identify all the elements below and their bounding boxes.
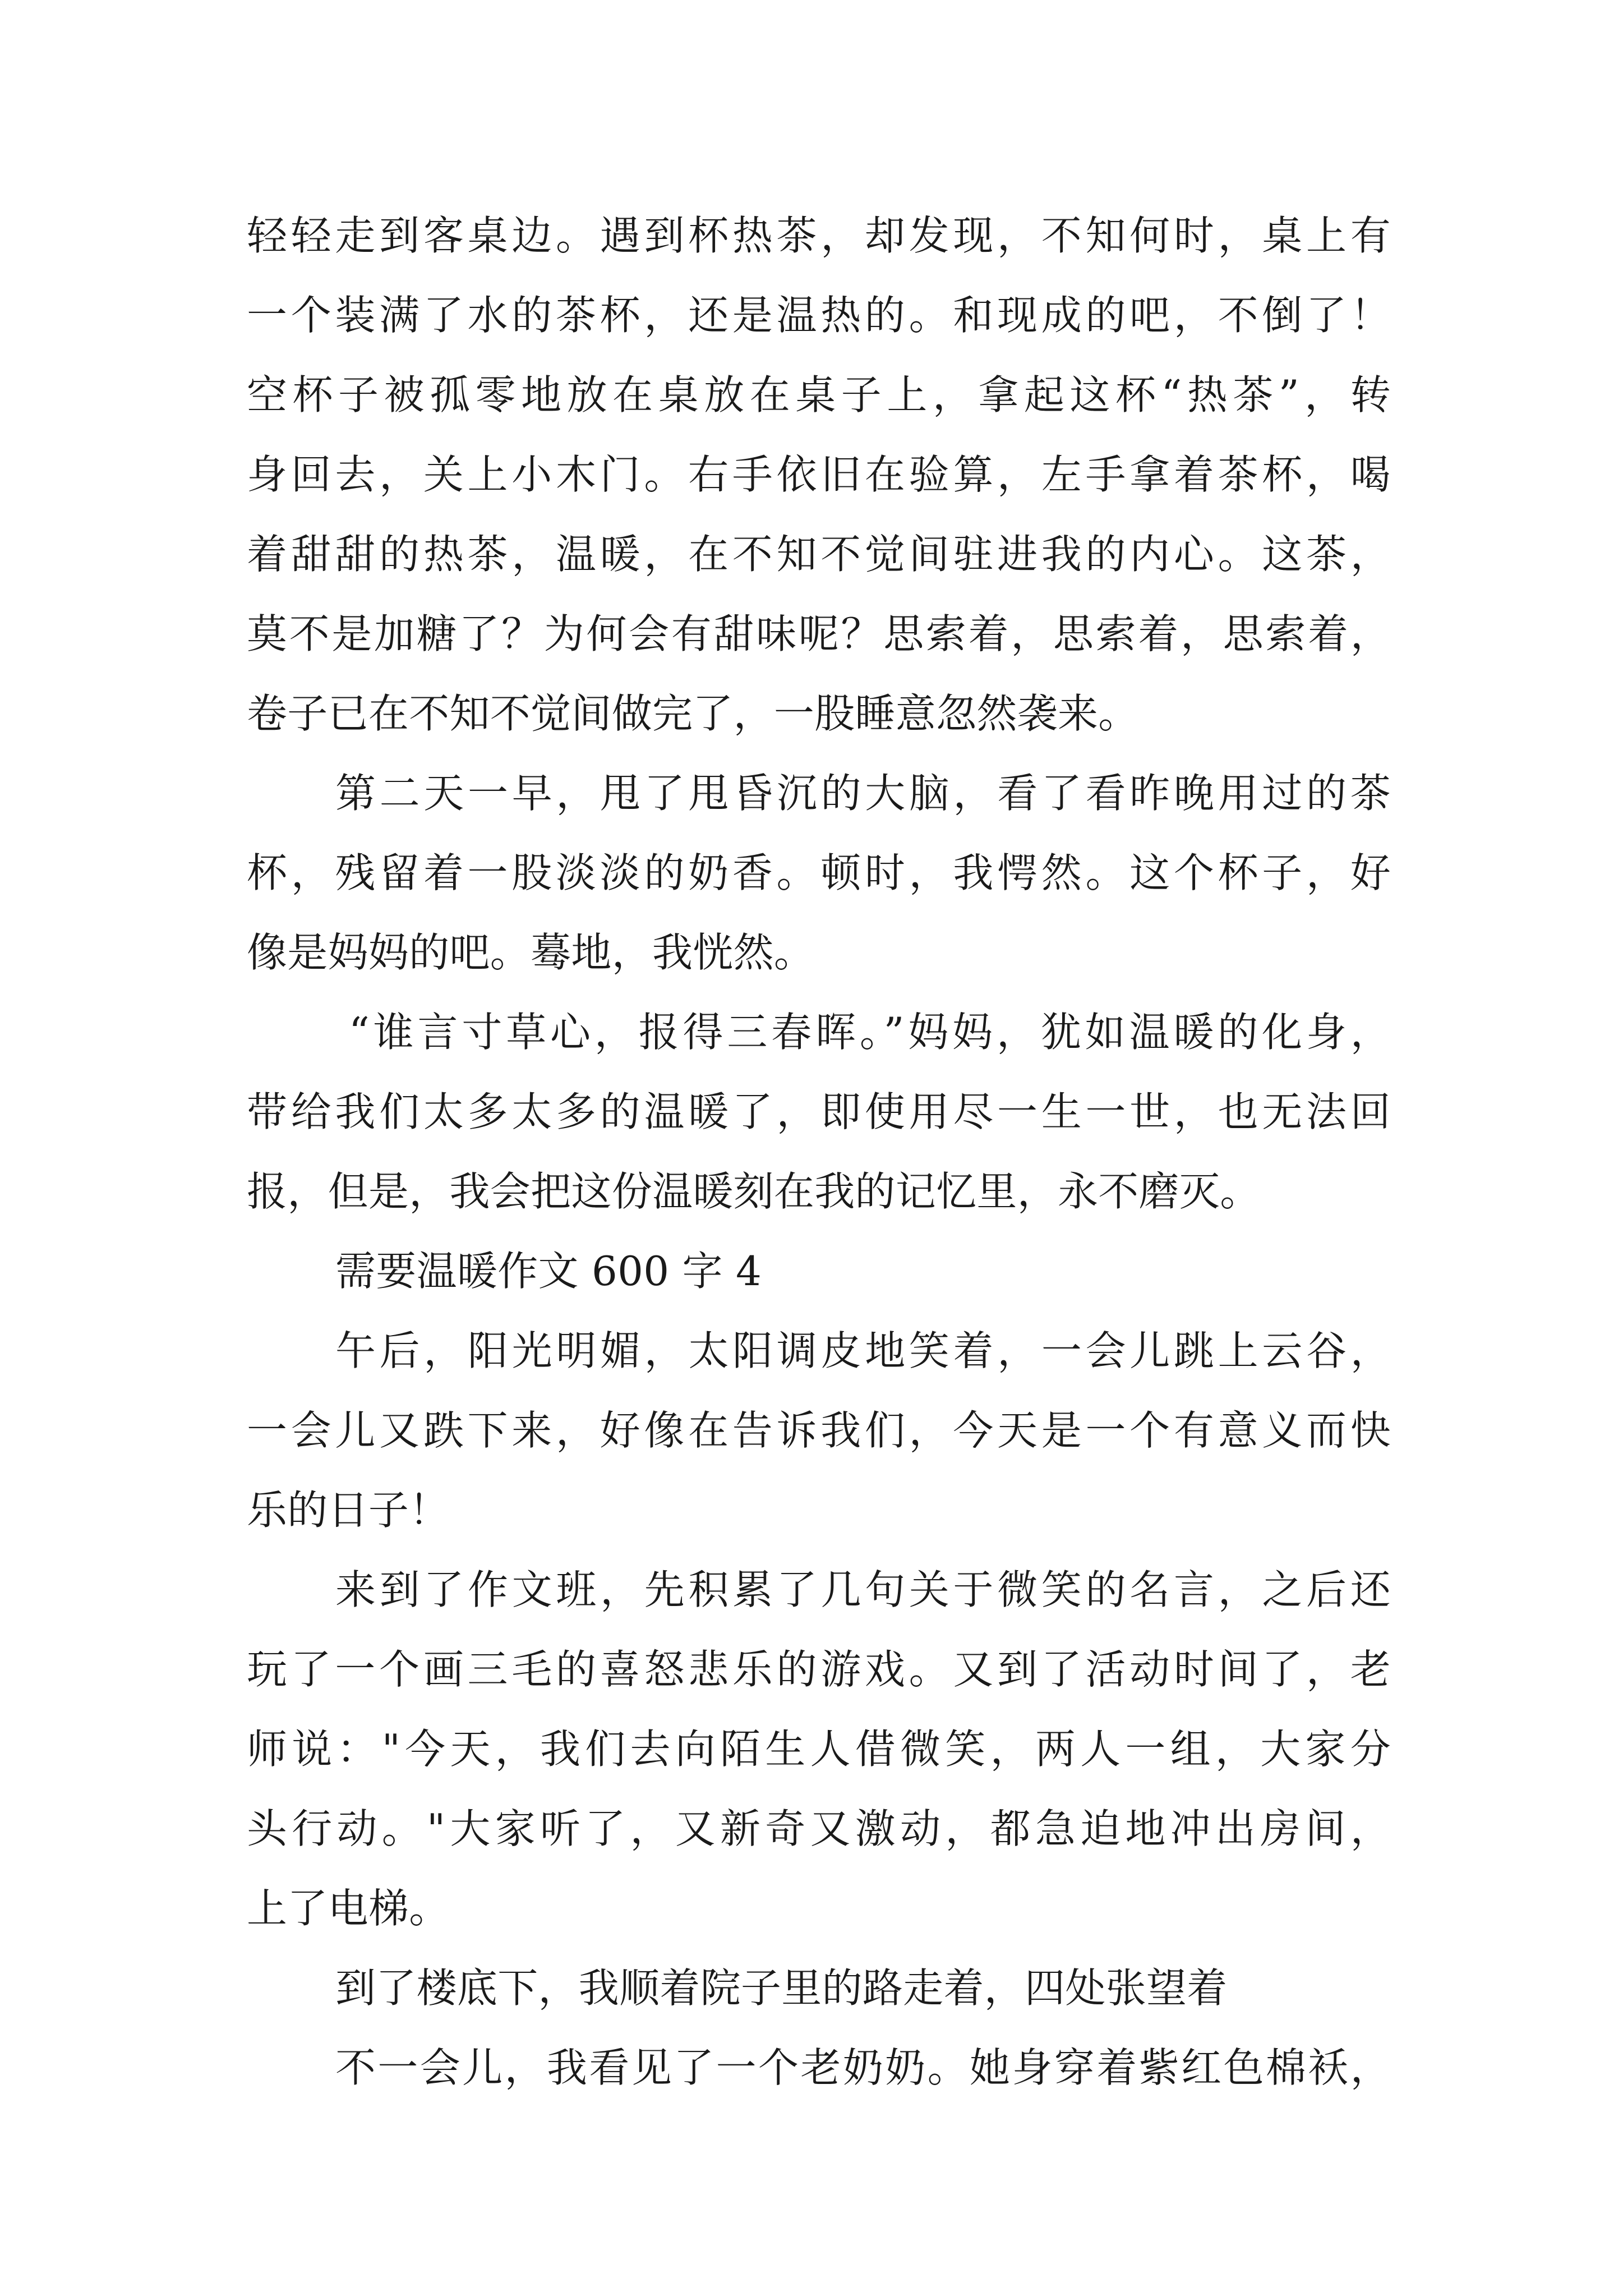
text-line: 带给我们太多太多的温暖了，即使用尽一生一世，也无法回 xyxy=(247,1088,1391,1135)
text-line: 身回去，关上小木门。右手依旧在验算，左手拿着茶杯，喝 xyxy=(247,451,1391,498)
text-line: 乐的日子！ xyxy=(247,1487,450,1534)
text-line: 杯，残留着一股淡淡的奶香。顿时，我愕然。这个杯子，好 xyxy=(247,849,1391,896)
text-line: 一会儿又跌下来，好像在告诉我们，今天是一个有意义而快 xyxy=(247,1407,1391,1454)
text-line: 像是妈妈的吧。蓦地，我恍然。 xyxy=(247,929,815,976)
text-line: 莫不是加糖了？为何会有甜味呢？思索着，思索着，思索着， xyxy=(247,610,1391,657)
text-line: 报，但是，我会把这份温暖刻在我的记忆里，永不磨灭。 xyxy=(247,1168,1261,1215)
paragraph-first-line: 第二天一早，甩了甩昏沉的大脑，看了看昨晚用过的茶 xyxy=(335,770,1391,817)
text-line: 空杯子被孤零地放在桌放在桌子上，拿起这杯“热茶”，转 xyxy=(247,371,1391,418)
paragraph-first-line: 午后，阳光明媚，太阳调皮地笑着，一会儿跳上云谷， xyxy=(335,1327,1391,1374)
text-line: 着甜甜的热茶，温暖，在不知不觉间驻进我的内心。这茶， xyxy=(247,531,1391,578)
text-line: 上了电梯。 xyxy=(247,1885,450,1932)
text-line: 一个装满了水的茶杯，还是温热的。和现成的吧，不倒了！ xyxy=(247,292,1391,339)
text-line: 轻轻走到客桌边。遇到杯热茶，却发现，不知何时，桌上有 xyxy=(247,212,1391,259)
text-line: 头行动。"大家听了，又新奇又激动，都急迫地冲出房间， xyxy=(247,1805,1391,1852)
section-heading: 需要温暖作文 600 字 4 xyxy=(335,1248,762,1295)
paragraph-first-line: 来到了作文班，先积累了几句关于微笑的名言，之后还 xyxy=(335,1566,1391,1613)
paragraph-first-line: “谁言寸草心，报得三春晖。”妈妈，犹如温暖的化身， xyxy=(349,1009,1391,1056)
text-line: 师说："今天，我们去向陌生人借微笑，两人一组，大家分 xyxy=(247,1726,1391,1773)
paragraph-first-line: 到了楼底下，我顺着院子里的路走着，四处张望着 xyxy=(335,1964,1228,2012)
text-line: 卷子已在不知不觉间做完了，一股睡意忽然袭来。 xyxy=(247,690,1139,737)
paragraph-first-line: 不一会儿，我看见了一个老奶奶。她身穿着紫红色棉袄， xyxy=(335,2044,1391,2091)
text-line: 玩了一个画三毛的喜怒悲乐的游戏。又到了活动时间了，老 xyxy=(247,1646,1391,1693)
